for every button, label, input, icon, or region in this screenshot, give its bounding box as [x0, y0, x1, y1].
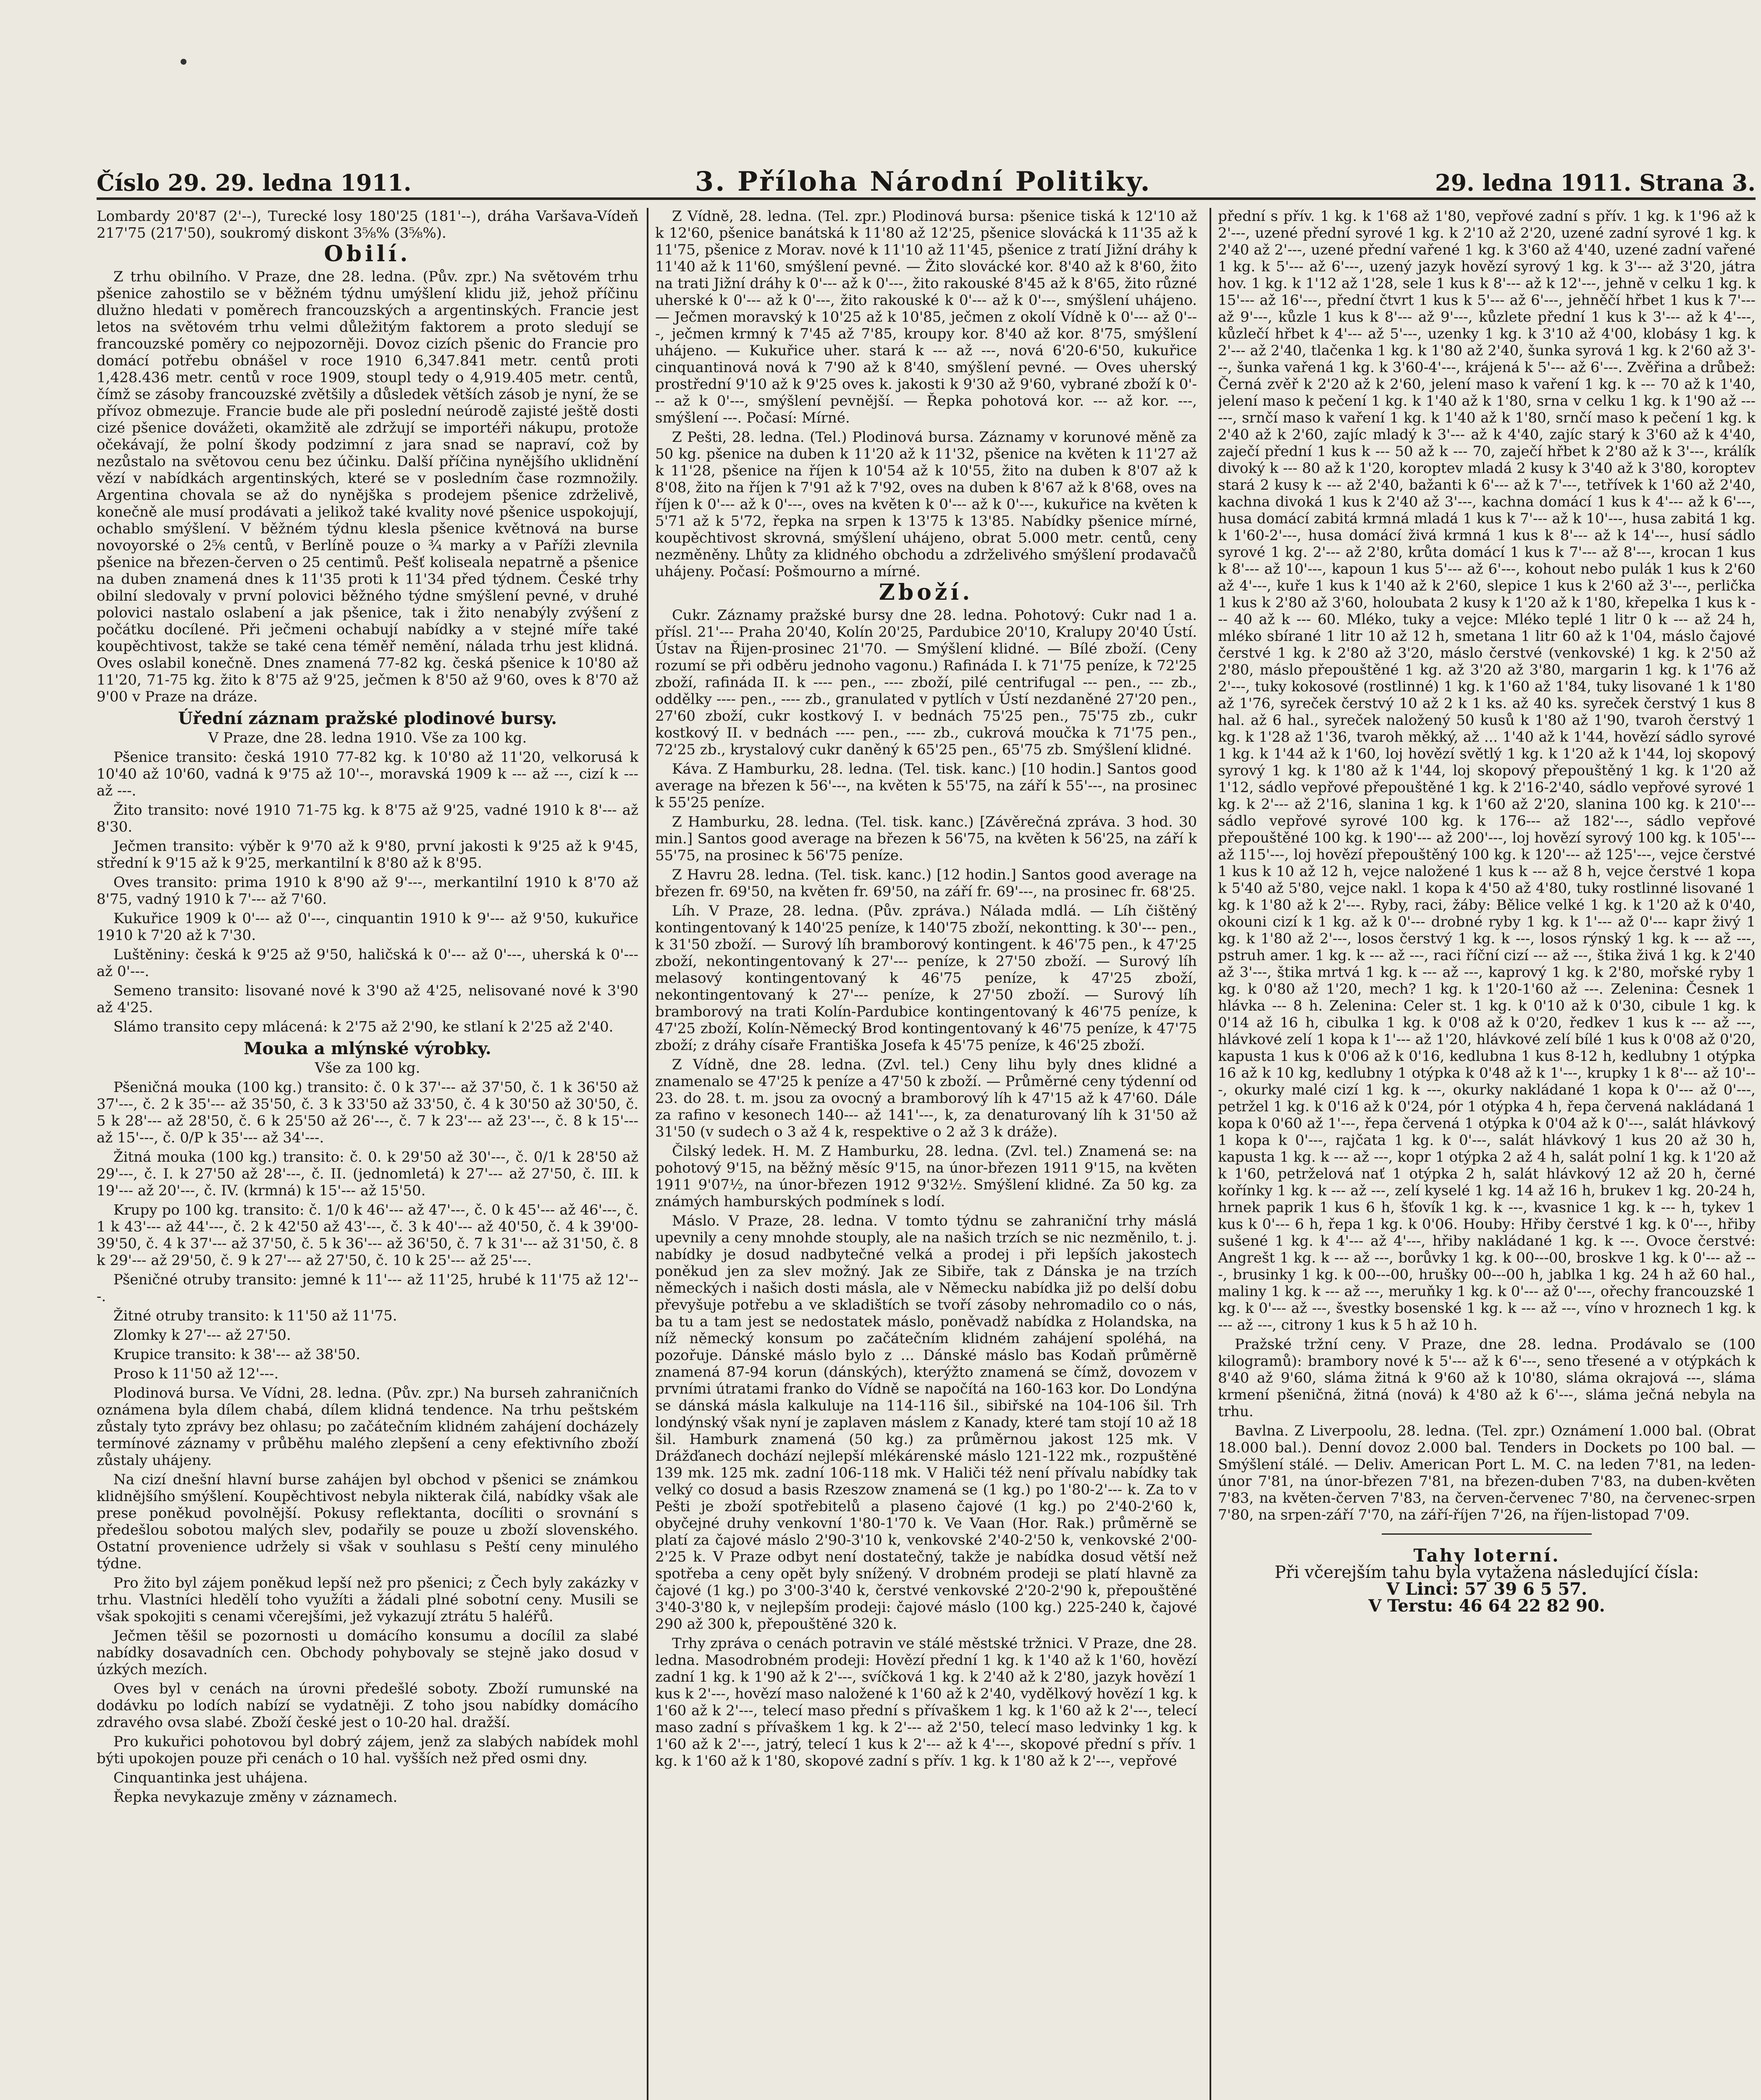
article-paragraph: Bavlna. Z Liverpoolu, 28. ledna. (Tel. zpr.) Oznámení 1.000 bal. (Obrat 18.000 bal.). Denní dovoz 2.000 bal. Tenders in Dockets po 100 bal. — Smýšlení stálé. — Deliv. American Port L. M. C. na leden 7'81, na leden-únor 7'81, na únor-březen 7'81, na březen-duben 7'83, na duben-květen 7'83, na květen-červen 7'83, na červen-červenec 7'80, na červenec-srpen 7'80, na srpen-září 7'70, na září-říjen 7'26, na říjen-listopad 7'09. [1218, 1423, 1756, 1523]
article-paragraph: Trhy zpráva o cenách potravin ve stálé městské tržnici. V Praze, dne 28. ledna. Masodrobném prodeji: Hovězí přední 1 kg. k 1'40 až k 1'60, hovězí zadní 1 kg. k 1'90 až k 2'---, svíčková 1 kg. k 2'40 až k 2'80, jazyk hovězí 1 kus k 2'---, hovězí maso naložené k 1'60 až k 2'40, vydělkový hovězí 1 kg. k 1'60 až k 2'---, telecí maso přední s přívaškem 1 kg. k 1'60 až k 2'---, telecí maso zadní s přívaškem 1 kg. k 2'--- až 2'50, telecí maso ledvinky 1 kg. k 1'60 až k 2'---, jatrý, telecí 1 kus k 2'--- až k 4'---, skopové přední s přív. 1 kg. k 1'60 až k 1'80, skopové zadní s přív. 1 kg. k 1'80 až k 2'---, vepřové [655, 1635, 1197, 1769]
article-paragraph: Oves byl v cenách na úrovni předešlé soboty. Zboží rumunské na dodávku po lodích nabízí se vydatněji. Z toho jsou nabídky domácího zdravého ovsa slabé. Zboží české jest o 10-20 hal. dražší. [97, 1680, 638, 1731]
article-paragraph: Čilský ledek. H. M. Z Hamburku, 28. ledna. (Zvl. tel.) Znamená se: na pohotový 9'15, na běžný měsíc 9'15, na únor-březen 1911 9'15, na květen 1911 9'07½, na únor-březen 1912 9'32½. Smýšlení klidné. Za 50 kg. za známých hamburských podmínek s lodí. [655, 1143, 1197, 1210]
header-title: 3. Příloha Národní Politiky. [695, 166, 1152, 197]
column-3 [1218, 208, 1756, 2100]
article-paragraph: Luštěniny: česká k 9'25 až 9'50, haličská k 0'--- až 0'---, uherská k 0'--- až 0'---. [97, 946, 638, 980]
article-paragraph: Krupice transito: k 38'--- až 38'50. [113, 1346, 360, 1363]
article-paragraph: Máslo. V Praze, 28. ledna. V tomto týdnu se zahraniční trhy máslá upevnily a ceny mnohde stouply, ale na našich trzích se nic nezměnilo, t. j. nabídky je dosud nadbytečné velká a prodej i při lepších jakostech poněkud jen za slev možný. Jak ze Sibiře, tak z Dánska je na trzích německých i našich dosti másla, ale v Německu nabídka již po delší dobu převyšuje potřebu a ve skladištích se tvoří zásoby nehromadilo co o nás, ba tu a tam jest se nedostatek máslo, poněvadž nabídka z Holandska, na níž německý konsum po začátečním klidném zahájení spoléhá, na pozořuje. Dánské máslo bylo z ... Dánské máslo bas Kodaň průměrně znamená 87-94 korun (dánských), kterýžto znamená se čímž, dovozem v prvními útratami franko do Vídně se napočítá na 160-163 kor. Do Londýna se dánská másla kalkuluje na 114-116 šil., sibiřské na 104-106 šil. Trh londýnský však nyní je zaplaven máslem z Kanady, které tam stojí 10 až 18 šil. Hamburk znamená (50 kg.) za průměrnou jakost 125 mk. V Drážďanech dochází nejlepší mlékárenské máslo 121-122 mk., rozpuštěné 139 mk. 125 mk. zadní 106-118 mk. V Haliči též není přívalu nabídky tak velký co dosud a basis Rzeszow znamená se (1 kg.) po 1'80-2'--- k. Za to v Pešti je zboží spotřebitelů a plaseno čajové (1 kg.) po 2'40-2'60 k, obyčejné druhy venkovní 1'80-1'70 k. Ve Vaan (Hor. Rak.) průměrně se platí za čajové máslo 2'90-3'10 k, venkovské 2'40-2'50 k, venkovské 2'00-2'25 k. V Praze odbyt není dostatečný, takže je nabídka dosud větší než spotřeba a ceny opět byly snížený. V drobném prodeji se platí hlavně za čajové (1 kg.) po 3'00-3'40 k, čerstvé venkovské 2'20-2'90 k, přepouštěné 3'40-3'80 k, v nejlepším prodeji: čajové máslo (100 kg.) 225-240 k, čajové 290 až 300 k, přepouštěné 320 k. [655, 1213, 1197, 1633]
article-paragraph: Pro žito byl zájem poněkud lepší než pro pšenici; z Čech byly zakázky v trhu. Vlastníci hledělí toho využíti a žádali plné sobotní ceny. Musili se však spokojiti s cenami včerejšími, jež vykazují ztrátu 5 haléřů. [97, 1575, 638, 1625]
section-rule [1382, 1533, 1592, 1535]
article-paragraph: Pšeničná mouka (100 kg.) transito: č. 0 k 37'--- až 37'50, č. 1 k 36'50 až 37'---, č. 2 k 35'--- až 35'50, č. 3 k 33'50 až 33'50, č. 4 k 30'50 až 30'50, č. 5 k 28'--- až 28'50, č. 6 k 25'50 až 26'---, č. 7 k 23'--- až 23'---, č. 8 k 15'--- až 15'---, č. 0/P k 35'--- až 34'---. [97, 1079, 638, 1146]
article-paragraph: Z Pešti, 28. ledna. (Tel.) Plodinová bursa. Záznamy v korunové měně za 50 kg. pšenice na duben k 11'20 až k 11'32, pšenice na květen k 11'27 až k 11'28, pšenice na říjen k 10'54 až k 10'55, žito na duben k 8'07 až k 8'08, žito na říjen k 7'91 až k 7'92, oves na duben k 8'67 až k 8'68, oves na říjen k 0'--- až k 0'---, oves na květen k 0'--- až k 0'---, kukuřice na květen k 5'71 až k 5'72, řepka na srpen k 13'75 k 13'85. Nabídky pšenice mírné, koupěchtivost skrovná, smýšlení uhájeno, obrat 5.000 metr. centů, ceny nezměněny. Lhůty za klidného obchodu a zdrželivého smýšlení prodavačů uhájeny. Počasí: Pošmourno a mírné. [655, 429, 1197, 580]
lottery-linz: V Linci: 57 39 6 5 57. [1386, 1579, 1587, 1599]
article-paragraph: Z Vídně, dne 28. ledna. (Zvl. tel.) Ceny lihu byly dnes klidné a znamenalo se 47'25 k peníze a 47'50 k zboží. — Průměrné ceny týdenní od 23. do 28. t. m. jsou za ovocný a bramborový líh k 47'15 až k 47'60. Dále za rafino v kesonech 140--- až 141'---, k, za denaturovaný líh k 31'50 až 31'50 (v sudech o 3 až 4 k, respektive o 2 až 3 k dráže). [655, 1056, 1197, 1140]
article-paragraph: Kukuřice 1909 k 0'--- až 0'---, cinquantin 1910 k 9'--- až 9'50, kukuřice 1910 k 7'20 až k 7'30. [97, 910, 638, 944]
article-paragraph: Oves transito: prima 1910 k 8'90 až 9'---, merkantilní 1910 k 8'70 až 8'75, vadný 1910 k 7'--- až 7'60. [97, 874, 638, 908]
article-paragraph: Cinquantinka jest uhájena. [113, 1769, 308, 1786]
article-paragraph: Ječmen transito: výběr k 9'70 až k 9'80, první jakosti k 9'25 až k 9'45, střední k 9'15 až k 9'25, merkantilní k 8'80 až k 8'95. [97, 838, 638, 872]
header-issue: Číslo 29. 29. ledna 1911. [97, 169, 412, 196]
article-paragraph: Na cizí dnešní hlavní burse zahájen byl obchod v pšenici se známkou klidnějšího smýšlení. Koupěchtivost nebyla nikterak čilá, nabídky však ale prese poněkud povolnější. Pokusy reflektanta, docíliti o srovnání s předešlou sobotou malých slev, podařily se pouze u zboží slovenského. Ostatní provenience udržely si však v souhlasu s Peští ceny minulého týdne. [97, 1471, 638, 1572]
article-paragraph: Z Vídně, 28. ledna. (Tel. zpr.) Plodinová bursa: pšenice tiská k 12'10 až k 12'60, pšenice banátská k 11'80 až 12'25, pšenice slovácká k 11'35 až k 11'75, pšenice z Morav. nové k 11'10 až 11'45, pšenice z tratí Jižní dráhy k 11'40 až k 11'60, smýšlení pevné. — Žito slovácké kor. 8'40 až k 8'60, žito na trati Jižní dráhy k 0'--- až k 0'---, žito rakouské 8'45 až k 8'65, žito různé uherské k 0'--- až k 0'---, žito rakouské k 0'--- až k 0'---, smýšlení uhájeno. — Ječmen moravský k 10'25 až k 10'85, ječmen z okolí Vídně k 0'--- až 0'---, ječmen krmný k 7'45 až 7'85, kroupy kor. 8'40 až kor. 8'75, smýšlení uhájeno. — Kukuřice uher. stará k --- až ---, nová 6'20-6'50, kukuřice cinquantinová nová k 7'90 až k 8'40, smýšlení pevné. — Oves uherský prostřední 9'10 až k 9'25 oves k. jakosti k 9'30 až 9'60, vybrané zboží k 0'--- až k 0'---, smýšlení pevnější. — Řepka pohotová kor. --- až kor. ---, smýšlení ---. Počasí: Mírné. [655, 208, 1197, 426]
header-rule [97, 197, 1756, 200]
article-paragraph: Řepka nevykazuje změny v záznamech. [113, 1789, 398, 1806]
page-header [97, 166, 1756, 208]
article-paragraph: Žitné otruby transito: k 11'50 až 11'75. [113, 1307, 397, 1324]
article-paragraph: Z trhu obilního. V Praze, dne 28. ledna. (Pův. zpr.) Na světovém trhu pšenice zahostilo se v běžném týdnu umýšlení klidu již, jehož příčinu dlužno hledati v poměrech francouzských a argentinských. Francie jest letos na světovém trhu velmi důležitým faktorem a proto sledují se francouzské poměry co nejpozorněji. Dovoz cizích pšenic do Francie pro domácí potřebu obnášel v roce 1910 6,347.841 metr. centů proti 1,428.436 metr. centů v roce 1909, stoupl tedy o 4,919.405 metr. centů, čímž se zásoby francouzské zvětšily a důsledek větších zásob je nyní, že se přívoz obmezuje. Francie bude ale při poslední neúrodě zajisté ještě dosti cizé pšenice dovážeti, okamžitě ale zdržují se importéři nákupu, protože očekávají, že polní škody podzimní z jara snad se napraví, což by nezůstalo na světovou cenu bez účinku. Další příčina nynějšího uklidnění vězí v nabídkách argentinských, které se v posledním čase rozmnožily. Argentina chovala se až do nynějška s prodejem pšenice zdrželivě, konečně ale musí prodávati a jelikož také kvality nové pšenice uspokojují, ochablo smýšlení. V běžném týdnu klesla pšenice květnová na burse novoyorské o 2⅝ centů, v Berlíně pouze o ¾ marky a v Paříži zlevnila pšenice na březen-červen o 25 centimů. Pešť koliseala nepatrně a pšenice na duben znamená dnes k 11'35 proti k 11'34 před týdnem. České trhy obilní sledovaly v první polovici běžného týdne smýšlení pevné, v druhé polovici nastalo oslabení a jak pšenice, tak i žito nenabýly zvýšení z počátku docílené. Při ječmeni ochabují nabídky a v stejné míře také koupěchtivost, takže se také cena téměř nemění, nálada trhu jest klidná. Oves oslabil konečně. Dnes znamená 77-82 kg. česká pšenice k 10'80 až 11'20, 71-75 kg. žito k 8'75 až 9'25, ječmen k 8'50 až 9'60, oves k 8'70 až 9'00 v Praze na dráze. [97, 268, 638, 705]
exchange-tail: Lombardy 20'87 (2'--), Turecké losy 180'25 (181'--), dráha Varšava-Vídeň 217'75 (217'50), soukromý diskont 3⅝% (3⅝%). [97, 208, 638, 242]
article-paragraph: Káva. Z Hamburku, 28. ledna. (Tel. tisk. kanc.) [10 hodin.] Santos good average na březen k 56'---, na květen k 55'75, na září k 55'---, na prosinec k 55'25 peníze. [655, 761, 1197, 811]
article-paragraph: Žitná mouka (100 kg.) transito: č. 0. k 29'50 až 30'---, č. 0/1 k 28'50 až 29'---, č. I. k 27'50 až 28'---, č. II. (jednomletá) k 27'--- až 27'50, č. III. k 19'--- až 20'---, č. IV. (krmná) k 15'--- až 15'50. [97, 1149, 638, 1199]
article-paragraph: Semeno transito: lisované nové k 3'90 až 4'25, nelisované nové k 3'90 až 4'25. [97, 982, 638, 1016]
article-paragraph: Plodinová bursa. Ve Vídni, 28. ledna. (Pův. zpr.) Na burseh zahraničních oznámena byla dílem chabá, dílem klidná tendence. Na trhu peštském zůstaly tyto zprávy bez ohlasu; po začátečním klidném zahájení docházely termínové záznamy v průběhu malého zlepšení a ceny efektivního zboží zůstaly uhájeny. [97, 1385, 638, 1469]
article-paragraph: Slámo transito cepy mlácená: k 2'75 až 2'90, ke stlaní k 2'25 až 2'40. [113, 1018, 614, 1035]
article-paragraph: Líh. V Praze, 28. ledna. (Pův. zpráva.) Nálada mdlá. — Líh čištěný kontingentovaný k 140'25 peníze, k 140'75 zboží, nekontting. k 30'--- pen., k 31'50 zboží. — Surový líh bramborový kontingent. k 46'75 pen., k 47'25 zboží, nekontingentovaný k 27'--- peníze, k 27'50 zboží. — Surový líh melasový kontingentovaný k 46'75 peníze, k 47'25 zboží, nekontingentovaný k 27'--- peníze, k 27'50 zboží. — Surový líh bramborový na trati Kolín-Pardubice kontingentovaný k 46'75 peníze, k 47'25 zboží, Kolín-Německý Brod kontingentovaný k 46'75 peníze, k 47'75 zboží; z dráhy císaře Františka Josefa k 45'75 peníze, k 46'25 zboží. [655, 903, 1197, 1054]
article-paragraph: Krupy po 100 kg. transito: č. 1/0 k 46'--- až 47'---, č. 0 k 45'--- až 46'---, č. 1 k 43'--- až 44'---, č. 2 k 42'50 až 43'---, č. 3 k 40'--- až 40'50, č. 4 k 39'00-39'50, č. 4 k 37'--- až 37'50, č. 5 k 36'--- až 36'50, č. 7 k 31'--- až 31'50, č. 8 k 29'--- až 29'50, č. 9 k 27'--- až 27'50, č. 10 k 25'--- až 25'---. [97, 1202, 638, 1269]
subheading-exchange-record: Úřední záznam pražské plodinové bursy. [178, 709, 557, 728]
lottery-trieste: V Terstu: 46 64 22 82 90. [1368, 1596, 1605, 1616]
article-paragraph: Proso k 11'50 až 12'---. [113, 1365, 279, 1382]
article-paragraph: Vše za 100 kg. [315, 1060, 420, 1076]
article-paragraph: přední s přív. 1 kg. k 1'68 až 1'80, vepřové zadní s přív. 1 kg. k 1'96 až k 2'---, uzené přední syrové 1 kg. k 2'10 až 2'20, uzené zadní syrové 1 kg. k 2'40 až 2'---, uzené přední vařené 1 kg. k 3'60 až 4'40, uzené zadní vařené 1 kg. k 5'--- až 6'---, uzený jazyk hovězí syrový 1 kg. k 3'--- až 3'20, játra hov. 1 kg. k 1'12 až 1'28, sele 1 kus k 8'--- až k 12'---, jehně v celku 1 kg. k 15'--- až 16'---, přední čtvrt 1 kus k 5'--- až 6'---, jehněčí hřbet 1 kus k 7'--- až 9'---, kůzle 1 kus k 8'--- až 9'---, kůzlete přední 1 kus k 3'--- až k 4'---, kůzlečí hřbet k 4'--- až 5'---, uzenky 1 kg. k 3'10 až 4'00, klobásy 1 kg. k 2'--- až 2'40, tlačenka 1 kg. k 1'80 až 2'40, šunka syrová 1 kg. k 2'60 až 3'---, šunka vařená 1 kg. k 3'60-4'---, krájená k 5'--- až 6'---. Zvěřina a drůbež: Černá zvěř k 2'20 až k 2'60, jelení maso k vaření 1 kg. k --- 70 až k 1'40, jelení maso k pečení 1 kg. k 1'40 až k 1'80, srna v celku 1 kg. k 1'90 až --- ---, srnčí maso k vaření 1 kg. k 1'40 až k 1'80, srnčí maso k pečení 1 kg. k 2'40 až k 2'60, zajíc mladý k 3'--- až k 4'40, zajíc starý k 3'60 až k 4'40, zaječí přední 1 kus k --- 50 až k --- 70, zaječí hřbet k 2'80 až k 3'---, králík divoký k --- 80 až k 1'20, koroptev mladá 2 kusy k 3'40 až k 3'80, koroptev stará 2 kusy k --- až 2'40, bažanti k 6'--- až k 7'---, tetřívek k 1'60 až 2'40, kachna divoká 1 kus k 2'40 až 3'---, kachna domácí 1 kus k 4'--- až k 6'---, husa domácí zabitá krmná mladá 1 kus k 7'--- až k 10'---, husa zabitá 1 kg. k 1'60-2'---, husa domácí živá krmná 1 kus k 8'--- až k 14'---, husí sádlo syrové 1 kg. 2'--- až 2'80, krůta domácí 1 kus k 7'--- až 8'---, krocan 1 kus k 8'--- až 10'---, kapoun 1 kus 5'--- až 6'---, kohout nebo pulák 1 kus k 2'60 až 4'---, kuře 1 kus k 1'40 až k 2'60, slepice 1 kus k 2'60 až 3'---, perlička 1 kus k 2'80 až 3'60, holoubata 2 kusy k 1'20 až k 1'80, křepelka 1 kus k --- 40 až k --- 60. Mléko, tuky a vejce: Mléko teplé 1 litr 0 k --- až 24 h, mléko sbírané 1 litr 10 až 12 h, smetana 1 litr 60 až k 1'04, máslo čajové čerstvé 1 kg. k 2'80 až 3'20, máslo čerstvé (venkovské) 1 kg. k 2'50 až 2'80, máslo přepouštěné 1 kg. až 3'20 až 3'80, margarin 1 kg. k 1'76 až 2'---, tuky kokosové (rostlinné) 1 kg. k 1'60 až 1'84, tuky lisované 1 k 1'80 až 1'76, syreček čerstvý 10 až 2 k 1 ks. až 40 ks. syreček čerstvý 1 kus 8 hal. až 6 hal., syreček naložený 50 kusů k 1'80 až 1'90, tvaroh čerstvý 1 kg. k 1'28 až 1'36, tvaroh měkký, až ... 1'40 až k 1'44, hovězí sádlo syrové 1 kg. k 1'44 až k 1'60, loj hovězí světlý 1 kg. k 1'20 až k 1'44, loj skopový syrový 1 kg. k 1'80 až k 1'44, loj skopový přepouštěný 1 kg. k 1'20 až 1'12, sádlo vepřové přepouštěné 1 kg. k 2'16-2'40, sádlo vepřové syrové 1 kg. k 2'--- až 2'16, slanina 1 kg. k 1'60 až 2'20, slanina 100 kg. k 210'--- sádlo vepřové syrové 100 kg. k 176--- až 182'---, sádlo vepřové přepouštěné 100 kg. k 190'--- až 200'---, loj hovězí syrový 100 kg. k 105'--- až 115'---, loj hovězí přepouštěný 100 kg. k 120'--- až 125'---, vejce čerstvé 1 kus k 10 až 12 h, vejce naložené 1 kus k --- až 8 h, vejce čerstvé 1 kopa k 5'40 až 5'80, vejce nakl. 1 kopa k 4'50 až 4'80, tuky rostlinné lisované 1 kg. k 1'80 až k 2'---. Ryby, raci, žáby: Bělice velké 1 kg. k 1'20 až k 0'40, okouni cizí k 1 kg. až k 0'--- drobné ryby 1 kg. k 1'--- až 0'--- kapr živý 1 kg. k 1'80 až 2'---, losos čerstvý 1 kg. k ---, losos rýnský 1 kg. k --- až ---, pstruh amer. 1 kg. k --- až ---, raci říční cizí --- až ---, štika živá 1 kg. k 2'40 až 3'---, štika mrtvá 1 kg. k --- až ---, kaprový 1 kg. k 2'80, mořské ryby 1 kg. k 0'80 až 1'20, mech? 1 kg. k 1'20-1'60 až ---. Zelenina: Česnek 1 hlávka --- 8 h. Zelenina: Celer st. 1 kg. k 0'10 až k 0'30, cibule 1 kg. k 0'14 až 16 h, cibulka 1 kg. k 0'08 až k 0'20, ředkev 1 kus k --- až ---, hlávkové zelí 1 kopa k 1'--- až 1'20, hlávkové zelí bílé 1 kus k 0'08 až 0'20, kapusta 1 kus k 0'06 až k 0'16, kedlubna 1 kus 8-12 h, kedlubny 1 otýpka 16 až k 10 kg, kedlubny 1 otýpka k 0'48 až k 1'---, krupky 1 k 8'--- až 10'---, okurky malé cizí 1 kg. k ---, okurky nakládané 1 kopa k 0'--- až 0'---, petržel 1 kg. k 0'16 až k 0'24, pór 1 otýpka 4 h, řepa červená nakládaná 1 kopa k 0'60 až 1'---, řepa červená 1 otýpka k 0'04 až k 0'---, salát hlávkový 1 kopa k 0'---, rajčata 1 kg. k 0'---, salát hlávkový 1 kus 20 až 30 h, kapusta 1 kg. k --- až ---, kopr 1 otýpka 2 až 4 h, salát polní 1 kg. k 1'20 až k 1'60, petrželová nať 1 otýpka 2 h, salát hlávkový 12 až 20 h, černé kořínky 1 kg. k --- až ---, zelí kyselé 1 kg. 14 až 16 h, brukev 1 kg. 20-24 h, hrnek paprik 1 kus 6 h, šťovík 1 kg. k ---, kvasnice 1 kg. k --- h, tykev 1 kus k 0'--- 6 h, řepa 1 kg. k 0'06. Houby: Hřiby čerstvé 1 kg. k 0'---, hřiby sušené 1 kg. k 4'--- až 4'---, hřiby nakládané 1 kg. k ---. Ovoce čerstvé: Angrešt 1 kg. k --- až ---, borůvky 1 kg. k 00---00, broskve 1 kg. k 0'--- až ---, brusinky 1 kg. k 00---00, hrušky 00---00 h, jablka 1 kg. 24 h až 60 hal., maliny 1 kg. k --- až ---, meruňky 1 kg. k 0'--- až 0'---, ořechy francouzské 1 kg. k 0'--- až ---, švestky bosenské 1 kg. k --- až ---, víno v hroznech 1 kg. k --- až ---, citrony 1 kus k 5 h až 10 h. [1218, 208, 1756, 1334]
article-paragraph: Pšeničné otruby transito: jemné k 11'--- až 11'25, hrubé k 11'75 až 12'---. [97, 1271, 638, 1305]
article-paragraph: Pro kukuřici pohotovou byl dobrý zájem, jenž za slabých nabídek mohl býti upokojen pouze při cenách o 10 hal. vyšších než před osmi dny. [97, 1733, 638, 1767]
lottery-intro: Při včerejším tahu byla vytažena následující čísla: [1274, 1563, 1699, 1582]
column-divider [1210, 208, 1211, 2100]
column-2 [655, 208, 1197, 2100]
article-paragraph: Cukr. Záznamy pražské bursy dne 28. ledna. Pohotový: Cukr nad 1 a. přísl. 21'--- Praha 20'40, Kolín 20'25, Pardubice 20'10, Kralupy 20'40 Ústí. Ústav na Řijen-prosinec 21'70. — Smýšlení klidné. — Bílé zboží. (Ceny rozumí se při odběru jednoho vagonu.) Rafináda I. k 71'75 peníze, k 72'25 zboží, rafináda II. k ---- pen., ---- zboží, pilé centrifugal --- pen., --- zb., oddělky ---- pen., ---- zb., granulated v pytlích v Ústí nezdaněné 27'20 pen., 27'60 zboží, cukr kostkový I. v bednách 75'25 pen., 75'75 zb., cukr kostkový II. v bednách ---- pen., ---- zb., cukrová moučka k 71'75 pen., 72'25 zb., krystalový cukr daněný k 65'25 pen., 65'75 zb. Smýšlení klidné. [655, 607, 1197, 758]
article-paragraph: Z Hamburku, 28. ledna. (Tel. tisk. kanc.) [Závěrečná zpráva. 3 hod. 30 min.] Santos good average na březen k 56'75, na květen k 56'25, na září k 55'75, na prosinec k 56'75 peníze. [655, 814, 1197, 864]
lottery-title: Tahy loterní. [1413, 1545, 1560, 1566]
section-title-goods: Zboží. [879, 580, 974, 605]
article-paragraph: Žito transito: nové 1910 71-75 kg. k 8'75 až 9'25, vadné 1910 k 8'--- až 8'30. [97, 802, 638, 835]
header-page: 29. ledna 1911. Strana 3. [1435, 169, 1756, 196]
column-divider [647, 208, 648, 2100]
ink-spot [181, 59, 186, 65]
column-1 [97, 208, 638, 2100]
article-paragraph: Pšenice transito: česká 1910 77-82 kg. k 10'80 až 11'20, velkorusá k 10'40 až 10'60, vadná k 9'75 až 10'--, moravská 1909 k --- až ---, cizí k --- až ---. [97, 749, 638, 799]
subheading-flour: Mouka a mlýnské výrobky. [244, 1039, 491, 1058]
article-paragraph: Pražské tržní ceny. V Praze, dne 28. ledna. Prodávalo se (100 kilogramů): brambory nové k 5'--- až k 6'---, seno třesené a v otýpkách k 8'40 až 9'60, sláma žitná k 9'60 až k 10'80, sláma okrajová ---, sláma krmení pšeničná, žitná (nová) k 4'80 až k 6'---, sláma ječná nebyla na trhu. [1218, 1336, 1756, 1420]
section-title-grain: Obilí. [324, 241, 411, 267]
article-paragraph: V Praze, dne 28. ledna 1910. Vše za 100 kg. [208, 730, 527, 746]
article-paragraph: Zlomky k 27'--- až 27'50. [113, 1327, 291, 1344]
article-paragraph: Z Havru 28. ledna. (Tel. tisk. kanc.) [12 hodin.] Santos good average na březen fr. 69'50, na květen fr. 69'50, na září fr. 69'---, na prosinec fr. 68'25. [655, 866, 1197, 900]
article-paragraph: Ječmen těšil se pozornosti u domácího konsumu a docílil za slabé nabídky dosavadních cen. Obchody pohybovaly se stejně jako dosud v úzkých mezích. [97, 1628, 638, 1678]
